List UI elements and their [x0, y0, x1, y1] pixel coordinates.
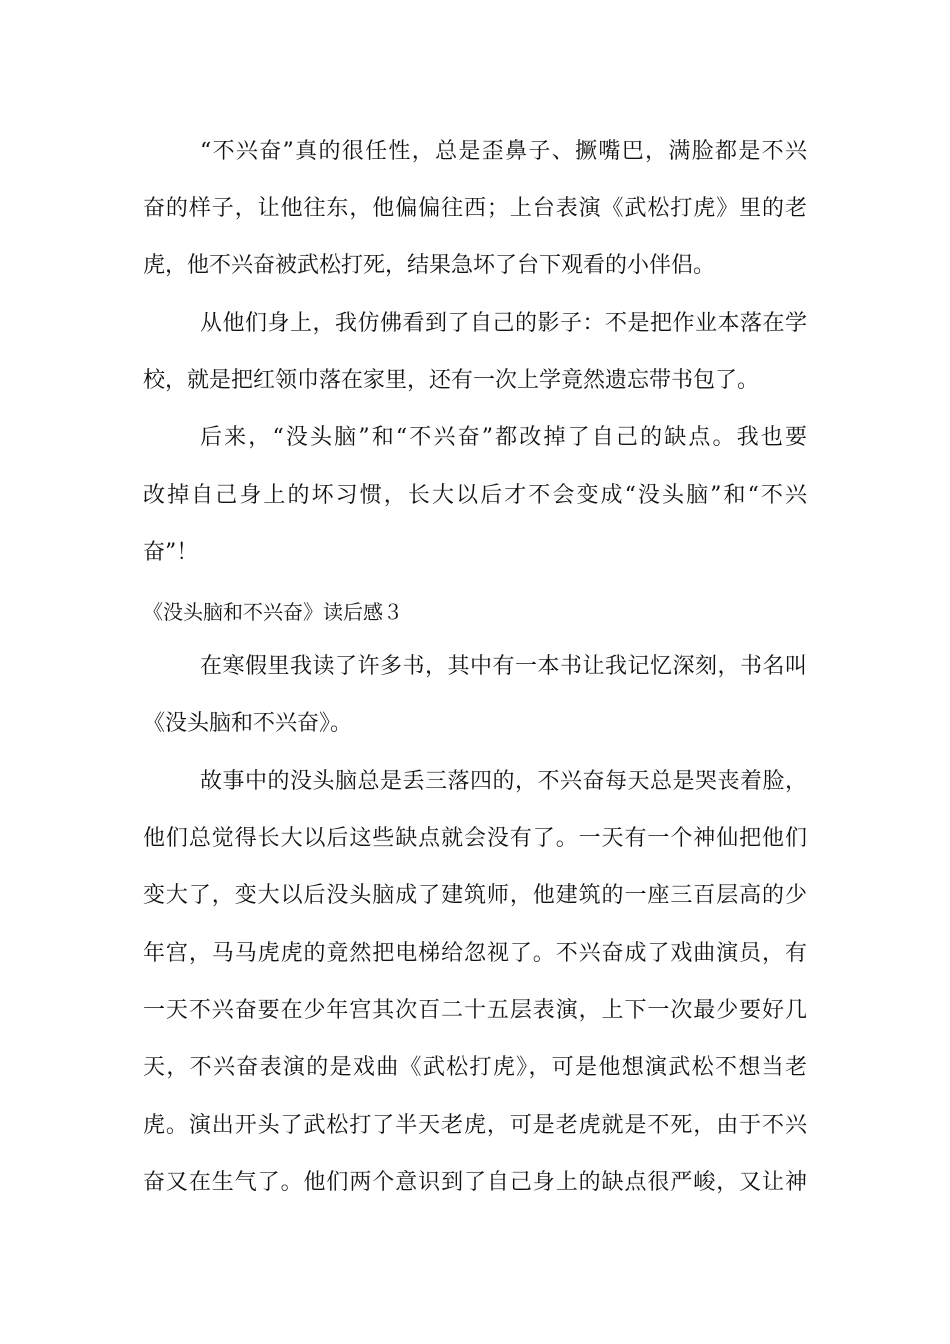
- section-heading: 《没头脑和不兴奋》读后感３: [143, 600, 403, 624]
- paragraph-line: 在寒假里我读了许多书，其中有一本书让我记忆深刻，书名叫: [200, 654, 807, 679]
- paragraph-line: 奋”！: [143, 540, 199, 565]
- paragraph-line: 故事中的没头脑总是丢三落四的，不兴奋每天总是哭丧着脸，: [200, 769, 807, 794]
- paragraph-line: 虎。演出开头了武松打了半天老虎，可是老虎就是不死，由于不兴: [143, 1113, 807, 1138]
- paragraph-line: 改掉自己身上的坏习惯，长大以后才不会变成“没头脑”和“不兴: [143, 483, 807, 508]
- paragraph-line: “不兴奋”真的很任性，总是歪鼻子、撅嘴巴，满脸都是不兴: [200, 139, 807, 164]
- paragraph-line: 变大了，变大以后没头脑成了建筑师，他建筑的一座三百层高的少: [143, 883, 807, 908]
- paragraph-line: 他们总觉得长大以后这些缺点就会没有了。一天有一个神仙把他们: [143, 826, 807, 851]
- paragraph-line: 奋的样子，让他往东，他偏偏往西；上台表演《武松打虎》里的老: [143, 196, 807, 221]
- paragraph-line: 从他们身上，我仿佛看到了自己的影子：不是把作业本落在学: [200, 311, 807, 336]
- paragraph-line: 一天不兴奋要在少年宫其次百二十五层表演，上下一次最少要好几: [143, 998, 807, 1023]
- paragraph-line: 奋又在生气了。他们两个意识到了自己身上的缺点很严峻，又让神: [143, 1170, 807, 1195]
- paragraph-line: 《没头脑和不兴奋》。: [143, 711, 353, 736]
- paragraph-line: 校，就是把红领巾落在家里，还有一次上学竟然遗忘带书包了。: [143, 368, 760, 393]
- paragraph-line: 天，不兴奋表演的是戏曲《武松打虎》，可是他想演武松不想当老: [143, 1055, 807, 1080]
- paragraph-line: 后来，“没头脑”和“不兴奋”都改掉了自己的缺点。我也要: [200, 425, 807, 450]
- paragraph-line: 年宫，马马虎虎的竟然把电梯给忽视了。不兴奋成了戏曲演员，有: [143, 941, 807, 966]
- paragraph-line: 虎，他不兴奋被武松打死，结果急坏了台下观看的小伴侣。: [143, 253, 716, 278]
